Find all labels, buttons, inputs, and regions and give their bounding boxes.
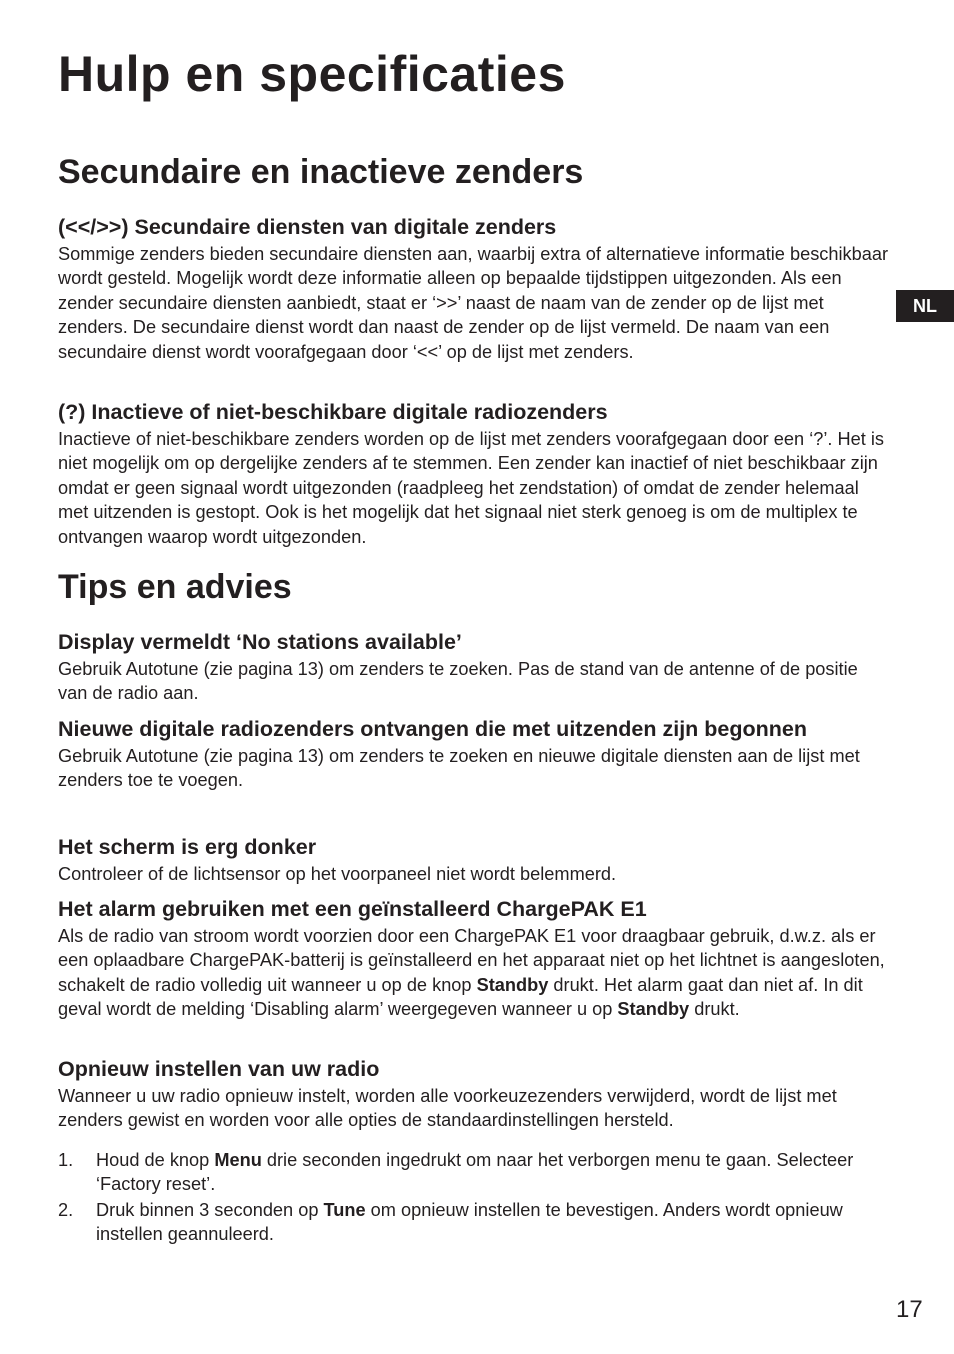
subsection-heading: (?) Inactieve of niet-beschikbare digitale radiozenders [58,400,608,424]
tip-body: Gebruik Autotune (zie pagina 13) om zenders te zoeken. Pas de stand van de antenne of de positie van de radio aan. [58,659,858,704]
page-number: 17 [896,1296,923,1323]
section-heading-tips: Tips en advies [58,568,292,606]
tune-keyword: Tune [323,1199,366,1220]
tip-body: Controleer of de lichtsensor op het voorpaneel niet wordt belemmerd. [58,864,617,884]
tip-factory-reset [58,1054,890,1247]
reset-step: 2. Druk binnen 3 seconden op Tune om opnieuw instellen te bevestigen. Anders wordt opnieuw instellen geannuleerd. [58,1199,843,1245]
standby-keyword: Standby [476,974,549,995]
tip-new-stations [58,714,890,793]
tip-heading: Het alarm gebruiken met een geïnstalleerd ChargePAK E1 [58,897,647,921]
tip-body: Wanneer u uw radio opnieuw instelt, worden alle voorkeuzezenders verwijderd, wordt de lijst met zenders gewist en worden voor alle opties de standaardinstellingen hersteld. [58,1086,837,1131]
tip-body: Als de radio van stroom wordt voorzien door een ChargePAK E1 voor draagbaar gebruik, d.w.z. als er een oplaadbare ChargePAK-batterij is geïnstalleerd en het apparaat niet op het lichtnet is aangesloten, schakelt de radio volledig uit wanneer u op de knop Standby drukt. Het alarm gaat dan niet af. In dit geval wordt de melding ‘Disabling alarm’ weergegeven wanneer u op Standby drukt. [58,926,885,1020]
tip-heading: Opnieuw instellen van uw radio [58,1057,380,1081]
subsection-body: Sommige zenders bieden secundaire diensten aan, waarbij extra of alternatieve informatie beschikbaar wordt gesteld. Mogelijk wordt deze informatie alleen op bepaalde tijdstippen uitgezonden. Als een zender secundaire diensten aanbiedt, staat er ‘>>’ naast de naam van de zender op de lijst met zenders. De secundaire dienst wordt dan naast de zender op de lijst vermeld. De naam van een secundaire dienst wordt voorafgegaan door ‘<<’ op de lijst met zenders. [58,244,889,362]
subsection-heading: (<</>>) Secundaire diensten van digitale zenders [58,215,557,239]
page-title: Hulp en specificaties [58,46,566,102]
menu-keyword: Menu [214,1149,262,1170]
subsection-secondary-services [58,212,890,364]
standby-keyword: Standby [617,999,690,1020]
tip-heading: Het scherm is erg donker [58,835,317,859]
tip-dark-screen [58,832,890,886]
reset-steps-list [58,1148,890,1247]
tip-alarm-chargepak [58,894,890,1022]
language-tab: NL [896,290,954,322]
subsection-body: Inactieve of niet-beschikbare zenders worden op de lijst met zenders voorafgegaan door een ‘?’. Het is niet mogelijk om op dergelijke zenders af te stemmen. Een zender kan inactief of niet beschikbaar zijn omdat er geen signaal wordt uitgezonden (raadpleeg het zendstation) of omdat de zender helemaal met uitzenden is gestopt. Ook is het mogelijk dat het signaal niet sterk genoeg is om de multiplex te ontvangen waarop wordt uitgezonden. [58,429,884,547]
tip-body: Gebruik Autotune (zie pagina 13) om zenders te zoeken en nieuwe digitale diensten aan de lijst met zenders toe te voegen. [58,746,860,791]
tip-heading: Display vermeldt ‘No stations available’ [58,630,462,654]
subsection-inactive-stations [58,397,890,549]
tip-no-stations [58,627,890,706]
reset-step: 1. Houd de knop Menu drie seconden ingedrukt om naar het verborgen menu te gaan. Selecteer ‘Factory reset’. [58,1149,854,1195]
tip-heading: Nieuwe digitale radiozenders ontvangen die met uitzenden zijn begonnen [58,717,808,741]
section-heading-secondary-inactive: Secundaire en inactieve zenders [58,153,584,191]
